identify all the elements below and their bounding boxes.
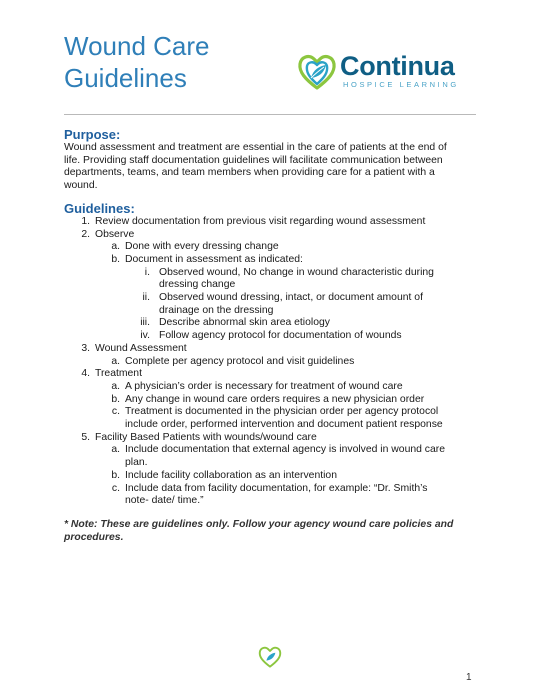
list-marker: b. bbox=[111, 393, 120, 405]
note-line: * Note: These are guidelines only. Follow your agency wound care policies and bbox=[64, 518, 454, 530]
list-item-text: Complete per agency protocol and visit guidelines bbox=[125, 355, 355, 367]
guidelines-heading: Guidelines: bbox=[64, 200, 135, 216]
list-marker: 5. bbox=[81, 431, 90, 443]
list-marker: b. bbox=[111, 469, 120, 481]
list-marker: iii. bbox=[140, 317, 150, 329]
list-marker: 1. bbox=[81, 215, 90, 227]
list-item-text: Observe bbox=[95, 228, 135, 240]
list-item-text: Wound Assessment bbox=[95, 342, 187, 354]
list-item-text: A physician’s order is necessary for treatment of wound care bbox=[125, 380, 403, 392]
list-marker: a. bbox=[111, 355, 120, 367]
guidelines-list bbox=[64, 216, 484, 508]
note-text bbox=[64, 518, 484, 544]
guideline-item-level-3 bbox=[64, 305, 484, 318]
list-item-text: Observed wound dressing, intact, or document amount of bbox=[159, 292, 423, 304]
list-item-text: Follow agency protocol for documentation of wounds bbox=[159, 330, 402, 342]
title-line-1: Wound Care bbox=[64, 31, 210, 61]
list-item-text: Describe abnormal skin area etiology bbox=[159, 317, 330, 329]
purpose-line: departments, teams, and team members when providing care for a patient with a bbox=[64, 167, 435, 179]
list-marker: b. bbox=[111, 253, 120, 265]
list-item-text: Document in assessment as indicated: bbox=[125, 253, 303, 265]
list-item-text: Treatment bbox=[95, 368, 142, 380]
continua-logo bbox=[297, 50, 482, 92]
logo-tagline: HOSPICE LEARNING bbox=[343, 80, 459, 89]
list-marker: ii. bbox=[142, 292, 150, 304]
guideline-item-level-1 bbox=[64, 229, 484, 242]
purpose-line: wound. bbox=[64, 180, 98, 192]
guideline-item-level-3 bbox=[64, 279, 484, 292]
guideline-item-level-2 bbox=[64, 483, 484, 496]
guideline-item-level-1 bbox=[64, 343, 484, 356]
list-item-text: Done with every dressing change bbox=[125, 241, 279, 253]
note-line: procedures. bbox=[64, 531, 124, 543]
purpose-paragraph bbox=[64, 142, 484, 193]
page-title bbox=[64, 30, 210, 94]
list-item-text: Review documentation from previous visit regarding wound assessment bbox=[95, 215, 426, 227]
guideline-item-level-1 bbox=[64, 368, 484, 381]
guideline-item-level-2 bbox=[64, 457, 484, 470]
list-marker: 4. bbox=[81, 368, 90, 380]
purpose-heading: Purpose: bbox=[64, 127, 121, 142]
list-item-text: Observed wound, No change in wound characteristic during bbox=[159, 266, 434, 278]
guideline-item-level-2 bbox=[64, 394, 484, 407]
guideline-item-level-2 bbox=[64, 406, 484, 419]
list-marker: 2. bbox=[81, 228, 90, 240]
list-item-text: Any change in wound care orders requires a new physician order bbox=[125, 393, 425, 405]
list-marker: 3. bbox=[81, 342, 90, 354]
list-item-text: Include data from facility documentation, for example: “Dr. Smith’s bbox=[125, 482, 428, 494]
guideline-item-level-3 bbox=[64, 317, 484, 330]
list-item-text: drainage on the dressing bbox=[159, 304, 274, 316]
logo-wordmark: Continua bbox=[340, 51, 455, 81]
guideline-item-level-2 bbox=[64, 444, 484, 457]
list-item-text: include order, performed intervention and document patient response bbox=[125, 419, 443, 431]
page-number: 1 bbox=[466, 672, 472, 683]
guideline-item-level-3 bbox=[64, 292, 484, 305]
guideline-item-level-2 bbox=[64, 470, 484, 483]
list-marker: c. bbox=[111, 482, 120, 494]
list-item-text: note- date/ time.” bbox=[125, 495, 204, 507]
list-item-text: Facility Based Patients with wounds/wound care bbox=[95, 431, 317, 443]
list-marker: i. bbox=[144, 266, 150, 278]
footer-heart-icon bbox=[258, 645, 282, 669]
list-marker: a. bbox=[111, 444, 120, 456]
guideline-item-level-3 bbox=[64, 267, 484, 280]
heart-leaf-logo-icon bbox=[297, 52, 337, 92]
list-marker: iv. bbox=[140, 330, 150, 342]
guideline-item-level-2 bbox=[64, 356, 484, 369]
list-item-text: Include documentation that external agency is involved in wound care bbox=[125, 444, 445, 456]
guideline-item-level-2 bbox=[64, 419, 484, 432]
header-divider bbox=[64, 114, 476, 115]
list-item-text: Include facility collaboration as an intervention bbox=[125, 469, 337, 481]
guideline-item-level-2 bbox=[64, 241, 484, 254]
purpose-line: Wound assessment and treatment are essential in the care of patients at the end of bbox=[64, 142, 447, 153]
guideline-item-level-2 bbox=[64, 495, 484, 508]
list-marker: a. bbox=[111, 380, 120, 392]
list-marker: c. bbox=[111, 406, 120, 418]
purpose-line: life. Providing staff documentation guidelines will facilitate communication between bbox=[64, 154, 443, 166]
list-item-text: Treatment is documented in the physician order per agency protocol bbox=[125, 406, 439, 418]
list-item-text: plan. bbox=[125, 457, 148, 469]
list-item-text: dressing change bbox=[159, 279, 236, 291]
document-body bbox=[64, 127, 484, 544]
guideline-item-level-1 bbox=[64, 216, 484, 229]
title-line-2: Guidelines bbox=[64, 63, 187, 93]
list-marker: a. bbox=[111, 241, 120, 253]
guideline-item-level-3 bbox=[64, 330, 484, 343]
guideline-item-level-2 bbox=[64, 254, 484, 267]
guideline-item-level-2 bbox=[64, 381, 484, 394]
guideline-item-level-1 bbox=[64, 432, 484, 445]
